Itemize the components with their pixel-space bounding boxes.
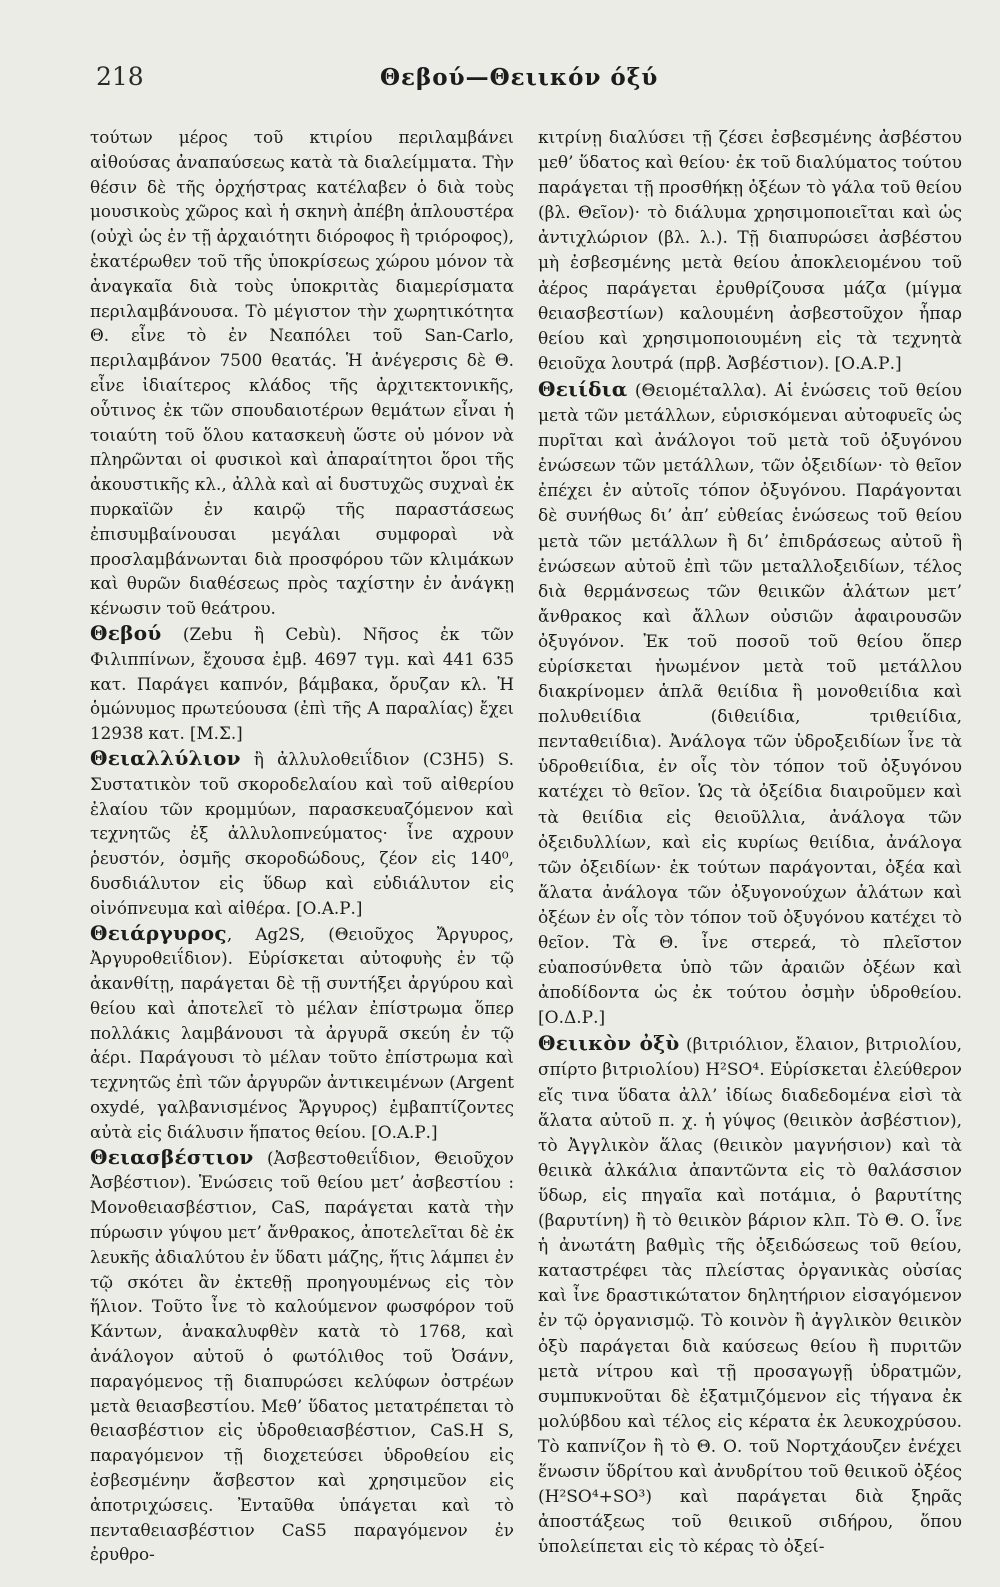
right-column: [538, 124, 962, 1560]
entry-body: (Θειομέταλλα). Αἱ ἑνώσεις τοῦ θείου μετὰ τῶν μετάλλων, εὑρισκόμεναι αὐτοφυεῖς ὡς πυρῖται καὶ ἀνάλογοι τοῦ μετὰ τοῦ ὀξυγόνου ἑνώσεων τῶν μετάλλων, τῶν ὀξειδίων· τὸ θεῖον ἐπέχει ἐν αὐτοῖς τόπον ὀξυγόνου. Παράγονται δὲ συνήθως δι’ ἀπ’ εὐθείας ἑνώσεως τοῦ θείου μετὰ τῶν μετάλλων ἢ δι’ ἐπιδράσεως αὐτοῦ ἢ ἑνώσεων αὐτοῦ ἐπὶ τῶν μεταλλοξειδίων, τέλος διὰ θερμάνσεως τῶν θειικῶν ἁλάτων μετ’ ἄνθρακος καὶ ἄλλων οὐσιῶν ἀφαιρουσῶν ὀξυγόνον. Ἐκ τοῦ ποσοῦ τοῦ θείου ὅπερ εὑρίσκεται ἡνωμένον μετὰ τοῦ μετάλλου διακρίνομεν ἁπλᾶ θειίδια ἢ μονοθειίδια καὶ πολυθειίδια (διθειίδια, τριθειίδια, πενταθειίδια). Ἀνάλογα τῶν ὑδροξειδίων ἶνε τὰ ὑδροθειίδια, ἐν οἷς τὸν τόπον τοῦ ὀξυγόνου κατέχει τὸ θεῖον. Ὡς τὰ ὀξείδια διαιροῦμεν καὶ τὰ θειίδια εἰς θειοῦλλια, ἀνάλογα τῶν ὀξειδυλλίων, καὶ εἰς κυρίως θειίδια, ἀνάλογα τῶν ὀξειδίων· ἐκ τούτων παράγονται, ὀξέα καὶ ἅλατα ἀνάλογα τῶν ὀξυγονούχων ἁλάτων καὶ ὀξέων ἐν οἷς τὸν τόπον τοῦ ὀξυγόνου κατέχει τὸ θεῖον. Τὰ Θ. ἶνε στερεά, τὸ πλεῖστον εὐαποσύνθετα ὑπὸ τῶν ἀραιῶν ὀξέων καὶ ἀποδίδοντα ὡς ἐκ τούτου ὀσμὴν ὑδροθείου. [Ο.Δ.Ρ.]: [538, 380, 962, 1029]
entry-theiasvestion: [90, 1145, 514, 1568]
running-head: Θεβού—Θειικόν όξύ: [380, 64, 659, 91]
entry-body: τούτων μέρος τοῦ κτιρίου περιλαμβάνει αἰθούσας ἀναπαύσεως κατὰ τὰ διαλείμματα. Τὴν θέσιν δὲ τῆς ὀρχήστρας κατέλαβεν ὁ διὰ τοὺς μουσικοὺς χῶρος καὶ ἡ σκηνὴ ἀπέβη ἁπλουστέρα (οὐχὶ ὡς ἐν τῇ ἀρχαιότητι διόροφος ἢ τριόροφος), ἑκατέρωθεν τοῦ τῆς ὑποκρίσεως χώρου μόνον τὰ ἀναγκαῖα διὰ τοὺς ὑποκριτὰς διαμερίσματα περιλαμβάνουσα. Τὸ μέγιστον τὴν χωρητικότητα Θ. εἶνε τὸ ἐν Νεαπόλει τοῦ San-Carlo, περιλαμβάνον 7500 θεατάς. Ἡ ἀνέγερσις δὲ Θ. εἶνε ἰδιαίτερος κλάδος τῆς ἀρχιτεκτονικῆς, οὗτινος ἐκ τῶν σπουδαιοτέρων θεμάτων εἶναι ἡ τοιαύτη τοῦ ὅλου κατασκευὴ ὥστε οὐ μόνον νὰ πληρῶνται οἱ φυσικοὶ καὶ ἀπαραίτητοι ὅροι τῆς ἀκουστικῆς κλ., ἀλλὰ καὶ αἱ δυστυχῶς συχναὶ ἐκ πυρκαϊῶν ἐν καιρῷ τῆς παραστάσεως ἐπισυμβαίνουσαι μεγάλαι συμφοραὶ νὰ προσλαμβάνωνται διὰ προσφόρου τῶν κλιμάκων καὶ θυρῶν διαθέσεως πρὸς ταχίστην ἐν ἀνάγκῃ κένωσιν τοῦ θεάτρου.: [90, 127, 514, 619]
page-number: 218: [96, 62, 144, 91]
entry-theiargyros: [90, 921, 514, 1145]
entry-body: ἢ ἀλλυλοθειΐδιον (C3H5) S. Συστατικὸν τοῦ σκοροδελαίου καὶ τοῦ αἰθερίου ἐλαίου τῶν κρομμύων, παρασκευαζόμενον καὶ τεχνητῶς ἐξ ἀλλυλοπνεύματος· ἶνε αχρουν ῥευστόν, ὀσμῆς σκοροδώδους, ζέον εἰς 140⁰, δυσδιάλυτον εἰς ὕδωρ καὶ εὐδιάλυτον εἰς οἰνόπνευμα καὶ αἰθέρα. [Ο.Α.Ρ.]: [90, 748, 514, 918]
entry-theiallylion: [90, 746, 514, 921]
entry-theiikon-oxy: [538, 1031, 962, 1560]
left-column: [90, 124, 514, 1567]
entry-body: (Zebu ἢ Cebù). Νῆσος ἐκ τῶν Φιλιππίνων, ἔχουσα ἐμβ. 4697 τγμ. καὶ 441 635 κατ. Παράγει καπνόν, βάμβακα, ὄρυζαν κλ. Ἡ ὁμώνυμος πρωτεύουσα (ἐπὶ τῆς Α παραλίας) ἔχει 12938 κατ. [Μ.Σ.]: [90, 623, 514, 744]
entry-body: (βιτριόλιον, ἔλαιον, βιτριολίου, σπίρτο βιτριολίου) H²SO⁴. Εὑρίσκεται ἐλεύθερον εἴς τινα ὕδατα ἀλλ’ ἰδίως διαδεδομένα εἰσὶ τὰ ἅλατα αὐτοῦ π. χ. ἡ γύψος (θειικὸν ἀσβέστιον), τὸ Ἀγγλικὸν ἅλας (θειικὸν μαγνήσιον) καὶ τὰ θειικὰ ἀλκάλια ἀπαντῶντα εἰς τὸ θαλάσσιον ὕδωρ, εἰς πηγαῖα καὶ ποτάμια, ὁ βαρυτίτης (βαρυτίνη) ἢ τὸ θειικὸν βάριον κλπ. Τὸ Θ. Ο. ἶνε ἡ ἀνωτάτη βαθμὶς τῆς ὀξειδώσεως τοῦ θείου, καταστρέφει τὰς πλείστας ὀργανικὰς οὐσίας καὶ ἶνε δραστικώτατον δηλητήριον εἰσαγόμενον ἐν τῷ ὀργανισμῷ. Τὸ κοινὸν ἢ ἀγγλικὸν θειικὸν ὀξὺ παράγεται διὰ καύσεως θείου ἢ πυριτῶν μετὰ νίτρου καὶ τῇ προσαγωγῇ ὑδρατμῶν, συμπυκνοῦται δὲ ἐξατμιζόμενον εἰς τήγανα ἐκ μολύβδου καὶ τέλος εἰς κέρατα ἐκ λευκοχρύσου. Τὸ καπνίζον ἢ τὸ Θ. Ο. τοῦ Νορτχάουζεν ἐνέχει ἕνωσιν ὕδρίτου καὶ ἀνυδρίτου τοῦ θειικοῦ ὀξέος (H²SO⁴+SO³) καὶ παράγεται διὰ ξηρᾶς ἀποστάξεως τοῦ θειικοῦ σιδήρου, ὅπου ὑπολείπεται εἰς τὸ κέρας τὸ ὀξεί-: [538, 1035, 962, 1558]
entry-body: κιτρίνῃ διαλύσει τῇ ζέσει ἐσβεσμένης ἀσβέστου μεθ’ ὕδατος καὶ θείου· ἐκ τοῦ διαλύματος τούτου παράγεται τῇ προσθήκῃ ὀξέων τὸ γάλα τοῦ θείου (βλ. Θεῖον)· τὸ διάλυμα χρησιμοποιεῖται καὶ ὡς ἀντιχλώριον (βλ. λ.). Τῇ διαπυρώσει ἀσβέστου μὴ ἐσβεσμένης μετὰ θείου ἀποκλειομένου τοῦ ἀέρος παράγεται ἐρυθρίζουσα μάζα (μίγμα θειασβεστίων) καλουμένη ἀσβεστοῦχον ἧπαρ θείου καὶ χρησιμοποιουμένη εἰς τὰ τεχνητὰ θειοῦχα λουτρά (πρβ. Ἀσβέστιον). [Ο.Α.Ρ.]: [538, 128, 962, 374]
entry-headword: Θειικὸν ὀξὺ: [538, 1031, 680, 1056]
entry-body: (Ἀσβεστοθειΐδιον, Θειοῦχον Ἀσβέστιον). Ἑνώσεις τοῦ θείου μετ’ ἀσβεστίου : Μονοθειασβέστιον, CaS, παράγεται κατὰ τὴν πύρωσιν γύψου μετ’ ἄνθρακος, ἀποτελεῖται δὲ ἐκ λευκῆς ἀδιαλύτου ἐν ὕδατι μάζης, ἥτις λάμπει ἐν τῷ σκότει ἂν ἐκτεθῇ προηγουμένως εἰς τὸν ἥλιον. Τοῦτο ἶνε τὸ καλούμενον φωσφόρον τοῦ Κάντων, ἀνακαλυφθὲν κατὰ τὸ 1768, καὶ ἀνάλογον αὐτοῦ ὁ φωτόλιθος τοῦ Ὀσάνν, παραγόμενος τῇ διαπυρώσει κελύφων ὀστρέων μετὰ θειασβεστίου. Μεθ’ ὕδατος μετατρέπεται τὸ θειασβέστιον εἰς ὑδροθειασβέστιον, CaS.H S, παραγόμενον τῇ διοχετεύσει ὑδροθείου εἰς ἐσβεσμένην ἄσβεστον καὶ χρησιμεῦον εἰς ἀποτριχώσεις. Ἐνταῦθα ὑπάγεται καὶ τὸ πενταθειασβέστιον CaS5 παραγόμενον ἐν ἐρυθρο-: [90, 1147, 514, 1565]
entry-headword: Θειαλλύλιον: [90, 745, 241, 770]
entry-headword: Θειάργυρος: [90, 920, 227, 945]
entry-continuation: [538, 124, 962, 377]
entry-headword: Θειασβέστιον: [90, 1144, 254, 1169]
entry-continuation: [90, 124, 514, 621]
entry-thebou: [90, 621, 514, 746]
entry-theiidia: [538, 377, 962, 1031]
entry-headword: Θεβού: [90, 620, 162, 645]
entry-body: , Ag2S, (Θειοῦχος Ἄργυρος, Ἀργυροθειΐδιον). Εὑρίσκεται αὐτοφυὴς ἐν τῷ ἀκανθίτῃ, παράγεται δὲ τῇ συντήξει ἀργύρου καὶ θείου καὶ ἀποτελεῖ τὸ μέλαν ἐπίστρωμα ὅπερ πολλάκις λαμβάνουσι τὰ ἀργυρᾶ σκεύη ἐν τῷ ἀέρι. Παράγουσι τὸ μέλαν τοῦτο ἐπίστρωμα καὶ τεχνητῶς ἐπὶ τῶν ἀργυρῶν ἀντικειμένων (Argent oxydé, γαλβανισμένος Ἄργυρος) ἐμβαπτίζοντες αὐτὰ εἰς διάλυσιν ἥπατος θείου. [Ο.Α.Ρ.]: [90, 923, 514, 1142]
entry-headword: Θειίδια: [538, 376, 628, 401]
